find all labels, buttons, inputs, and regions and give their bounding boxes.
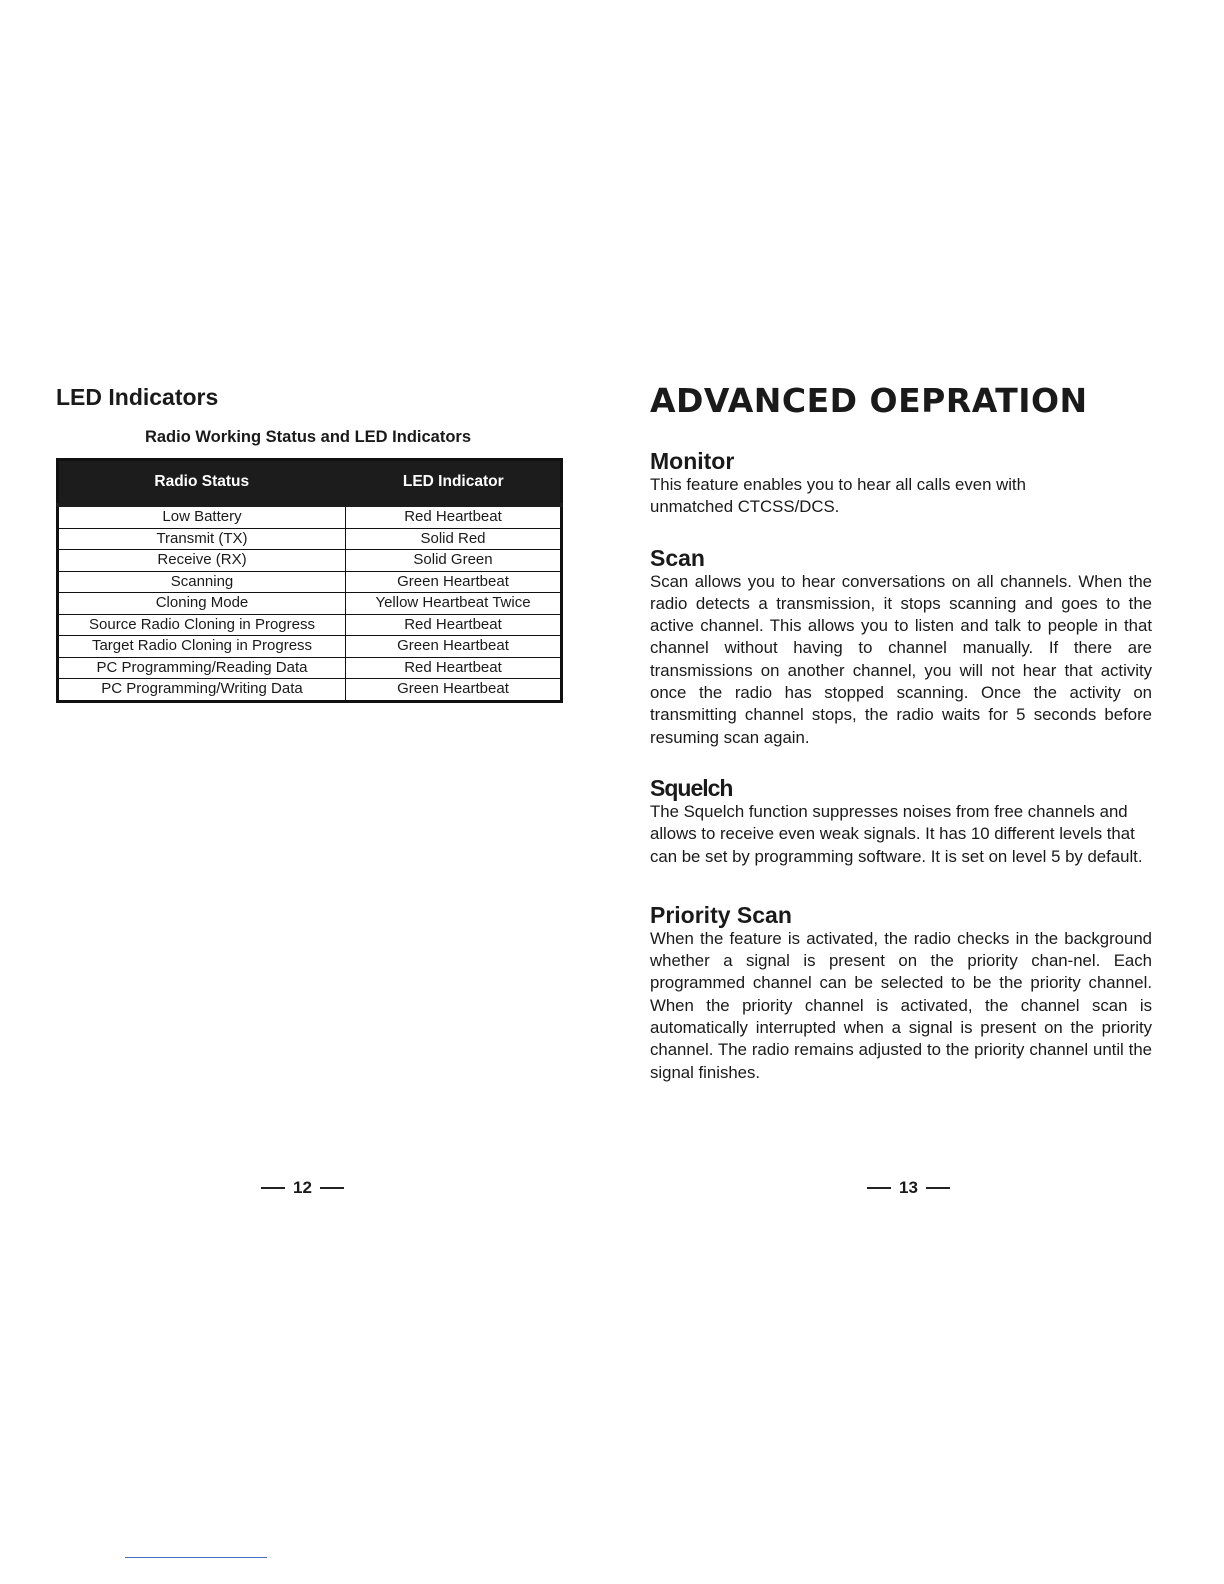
radio-status-cell: Transmit (TX) — [58, 528, 346, 550]
led-indicator-cell: Solid Red — [346, 528, 562, 550]
page-number-left — [261, 1178, 344, 1198]
section-body-scan: Scan allows you to hear conversations on all channels. When the radio detects a transmission, it stops scanning and goes to the active channel. This allows you to listen and talk to people in that channel without having to channel manually. If there are transmissions on another channel, you will not hear that activity once the radio has stopped scanning. Once the activity on transmitting channel stops, the radio waits for 5 seconds before resuming scan again. — [650, 571, 1152, 747]
led-indicator-cell: Red Heartbeat — [346, 505, 562, 528]
table-caption: Radio Working Status and LED Indicators — [144, 428, 472, 446]
radio-status-cell: PC Programming/Reading Data — [58, 657, 346, 679]
table-row — [58, 571, 562, 593]
section-heading-monitor: Monitor — [650, 448, 735, 474]
section-body-squelch: The Squelch function suppresses noises from free channels and allows to receive even weak signals. It has 10 different levels that can be set by programming software. It is set on level 5 by default. — [650, 801, 1143, 866]
section-heading-scan: Scan — [650, 544, 705, 571]
section-heading-squelch: Squelch — [650, 774, 733, 801]
led-indicator-cell: Solid Green — [346, 550, 562, 572]
radio-status-cell: Scanning — [58, 571, 346, 593]
led-indicator-cell: Yellow Heartbeat Twice — [346, 593, 562, 615]
table-row — [58, 614, 562, 636]
bottom-divider-line — [125, 1557, 267, 1558]
page-number-text: 12 — [293, 1178, 312, 1197]
column-header-led-indicator: LED Indicator — [346, 460, 562, 506]
led-indicator-cell: Green Heartbeat — [346, 679, 562, 702]
radio-status-cell: Source Radio Cloning in Progress — [58, 614, 346, 636]
section-title-led-indicators: LED Indicators — [56, 384, 219, 410]
radio-status-cell: Low Battery — [58, 505, 346, 528]
section-body-monitor: This feature enables you to hear all calls even with unmatched CTCSS/DCS. — [650, 475, 1026, 517]
table-row — [58, 657, 562, 679]
column-header-radio-status: Radio Status — [58, 460, 346, 506]
page-number-text: 13 — [899, 1178, 918, 1197]
led-indicator-cell: Red Heartbeat — [346, 614, 562, 636]
radio-status-cell: Receive (RX) — [58, 550, 346, 572]
section-heading-priority-scan: Priority Scan — [650, 901, 792, 928]
led-indicator-cell: Green Heartbeat — [346, 571, 562, 593]
left-page — [56, 380, 560, 703]
dash-right — [320, 1187, 344, 1189]
dash-left — [867, 1187, 891, 1189]
table-row — [58, 528, 562, 550]
table-row — [58, 593, 562, 615]
led-indicator-table — [56, 458, 563, 703]
page-number-right — [867, 1178, 950, 1198]
table-row — [58, 636, 562, 658]
dash-left — [261, 1187, 285, 1189]
dash-right — [926, 1187, 950, 1189]
led-indicator-cell: Green Heartbeat — [346, 636, 562, 658]
table-header-row — [58, 460, 562, 506]
radio-status-cell: PC Programming/Writing Data — [58, 679, 346, 702]
radio-status-cell: Cloning Mode — [58, 593, 346, 615]
chapter-title: ADVANCED OEPRATION — [650, 381, 1088, 420]
table-row — [58, 679, 562, 702]
section-body-priority-scan: When the feature is activated, the radio checks in the background whether a signal is present on the priority chan-nel. Each programmed channel can be selected to be the priority channel. When the priority channel is activated, the channel scan is automatically interrupted when a signal is present on the priority channel. The radio remains adjusted to the priority channel until the signal finishes. — [650, 928, 1152, 1082]
table-row — [58, 505, 562, 528]
right-page — [650, 380, 1152, 1084]
led-indicator-cell: Red Heartbeat — [346, 657, 562, 679]
table-row — [58, 550, 562, 572]
radio-status-cell: Target Radio Cloning in Progress — [58, 636, 346, 658]
